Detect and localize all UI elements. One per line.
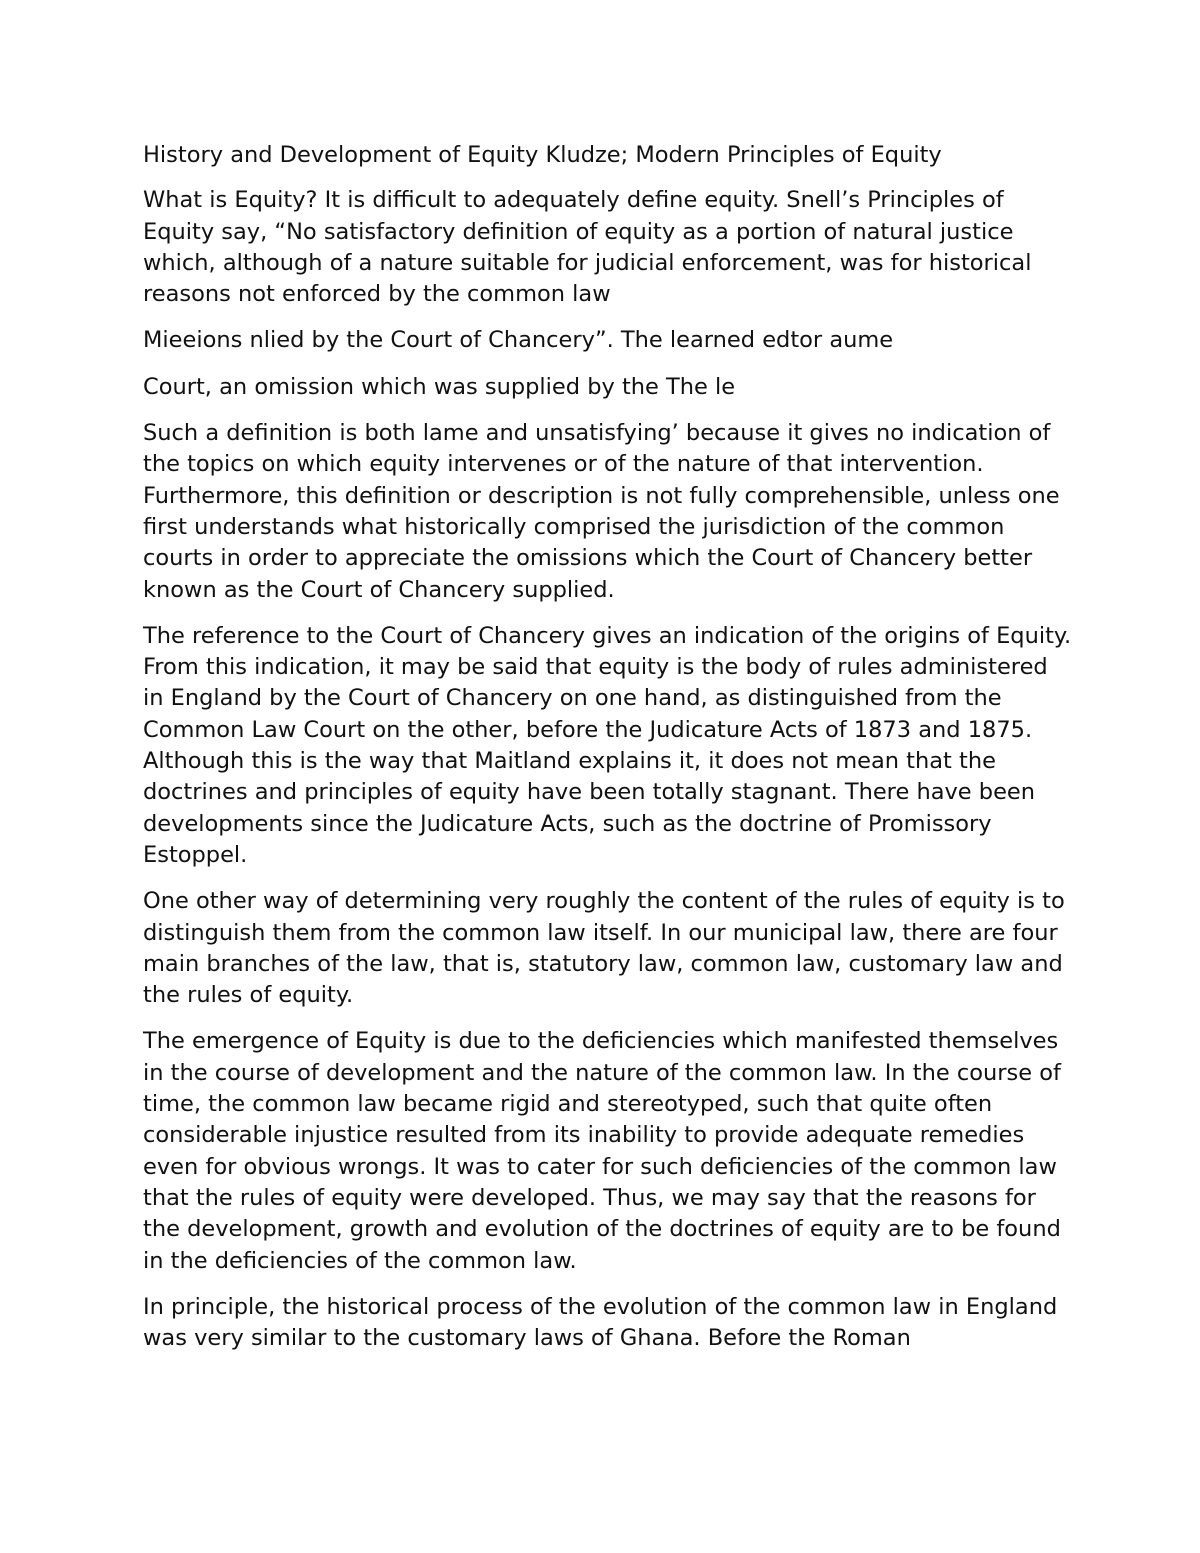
paragraph-fragment-1: Mieeions nlied by the Court of Chancery”. The learned edtor aume — [143, 327, 894, 354]
paragraph-court-of-chancery: The reference to the Court of Chancery gives an indication of the origins of Equity. From this indication, it may be said that equity is the body of rules administered in England by the Court of Chancery on one hand, as distinguished from the Common Law Court on the other, before the Judicature Acts of 1873 and 1875. Although this is the way that Maitland explains it, it does not mean that the doctrines and principles of equity have been totally stagnant. There have been developments since the Judicature Acts, such as the doctrine of Promissory Estoppel. — [143, 622, 1072, 868]
paragraph-what-is-equity: What is Equity? It is difficult to adequately define equity. Snell’s Principles of Equity say, “No satisfactory definition of equity as a portion of natural justice which, although of a nature suitable for judicial enforcement, was for historical reasons not enforced by the common law — [143, 187, 1032, 308]
paragraph-fragment-2: Court, an omission which was supplied by the The le — [143, 373, 736, 400]
document-title: History and Development of Equity Kludze; Modern Principles of Equity — [143, 142, 942, 168]
paragraph-definition-critique: Such a definition is both lame and unsatisfying’ because it gives no indication of the topics on which equity intervenes or of the nature of that intervention. Furthermore, this definition or description is not fully comprehensible, unless one first understands what historically comprised the jurisdiction of the common courts in order to appreciate the omissions which the Court of Chancery better known as the Court of Chancery supplied. — [143, 420, 1060, 603]
paragraph-historical-process: In principle, the historical process of the evolution of the common law in England was very similar to the customary laws of Ghana. Before the Roman — [143, 1293, 1058, 1352]
paragraph-emergence-of-equity: The emergence of Equity is due to the deficiencies which manifested themselves in the course of development and the nature of the common law. In the course of time, the common law became rigid and stereotyped, such that quite often considerable injustice resulted from its inability to provide adequate remedies even for obvious wrongs. It was to cater for such deficiencies of the common law that the rules of equity were developed. Thus, we may say that the reasons for the development, growth and evolution of the doctrines of equity are to be found in the deficiencies of the common law. — [143, 1028, 1061, 1274]
document-body — [143, 140, 1073, 1369]
paragraph-branches-of-law: One other way of determining very roughly the content of the rules of equity is to distinguish them from the common law itself. In our municipal law, there are four main branches of the law, that is, statutory law, common law, customary law and the rules of equity. — [143, 888, 1065, 1009]
